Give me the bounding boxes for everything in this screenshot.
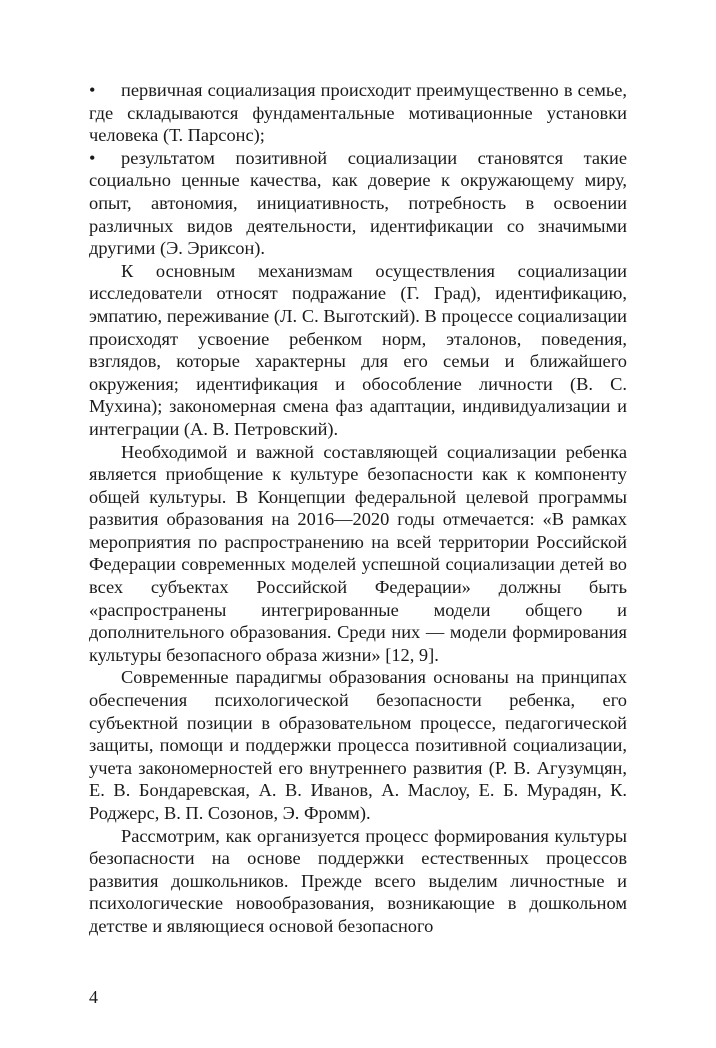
bullet-item-2: [89, 147, 627, 260]
paragraph-mechanisms: К основным механизмам осуществления социализации исследователи относят подражание (Г. Град), идентификацию, эмпатию, переживание (Л. С. Выготский). В процессе социализации происходят усвоение ребенком норм, эталонов, поведения, взглядов, которые характерны для его семьи и ближайшего окружения; идентификация и обособление личности (В. С. Мухина); закономерная смена фаз адаптации, индивидуализации и интеграции (А. В. Петровский).: [89, 260, 627, 439]
page-number: 4: [89, 987, 98, 1007]
bullet-text: результатом позитивной социализации становятся такие социально ценные качества, как доверие к окружающему миру, опыт, автономия, инициативность, потребность в освоении различных видов деятельности, идентификации со значимыми другими (Э. Эриксон).: [89, 147, 627, 259]
bullet-marker: •: [89, 80, 96, 100]
paragraph-paradigms: Современные парадигмы образования основаны на принципах обеспечения психологической безопасности ребенка, его субъектной позиции в образовательном процессе, педагогической защиты, помощи и поддержки процесса позитивной социализации, учета закономерностей его внутреннего развития (Р. В. Агузумцян, Е. В. Бондаревская, А. В. Иванов, А. Маслоу, Е. Б. Мурадян, К. Роджерс, В. П. Созонов, Э. Фромм).: [89, 667, 627, 823]
bullet-item-1: [89, 79, 627, 147]
bullet-text: первичная социализация происходит преимущественно в семье, где складываются фундаментальные мотивационные установки человека (Т. Парсонс);: [89, 80, 627, 146]
bullet-marker: •: [89, 147, 96, 168]
page-body: [89, 79, 627, 938]
paragraph-safety-culture: Необходимой и важной составляющей социализации ребенка является приобщение к культуре безопасности как к компоненту общей культуры. В Концепции федеральной целевой программы развития образования на 2016—2020 годы отмечается: «В рамках мероприятия по распространению на всей территории Российской Федерации современных моделей успешной социализации детей во всех субъектах Российской Федерации» должны быть «распространены интегрированные модели общего и дополнительного образования. Среди них — модели формирования культуры безопасного образа жизни» [12, 9].: [89, 441, 627, 665]
paragraph-consider: Рассмотрим, как организуется процесс формирования культуры безопасности на основе поддержки естественных процессов развития дошкольников. Прежде всего выделим личностные и психологические новообразования, возникающие в дошкольном детстве и являющиеся основой безопасного: [89, 825, 627, 936]
